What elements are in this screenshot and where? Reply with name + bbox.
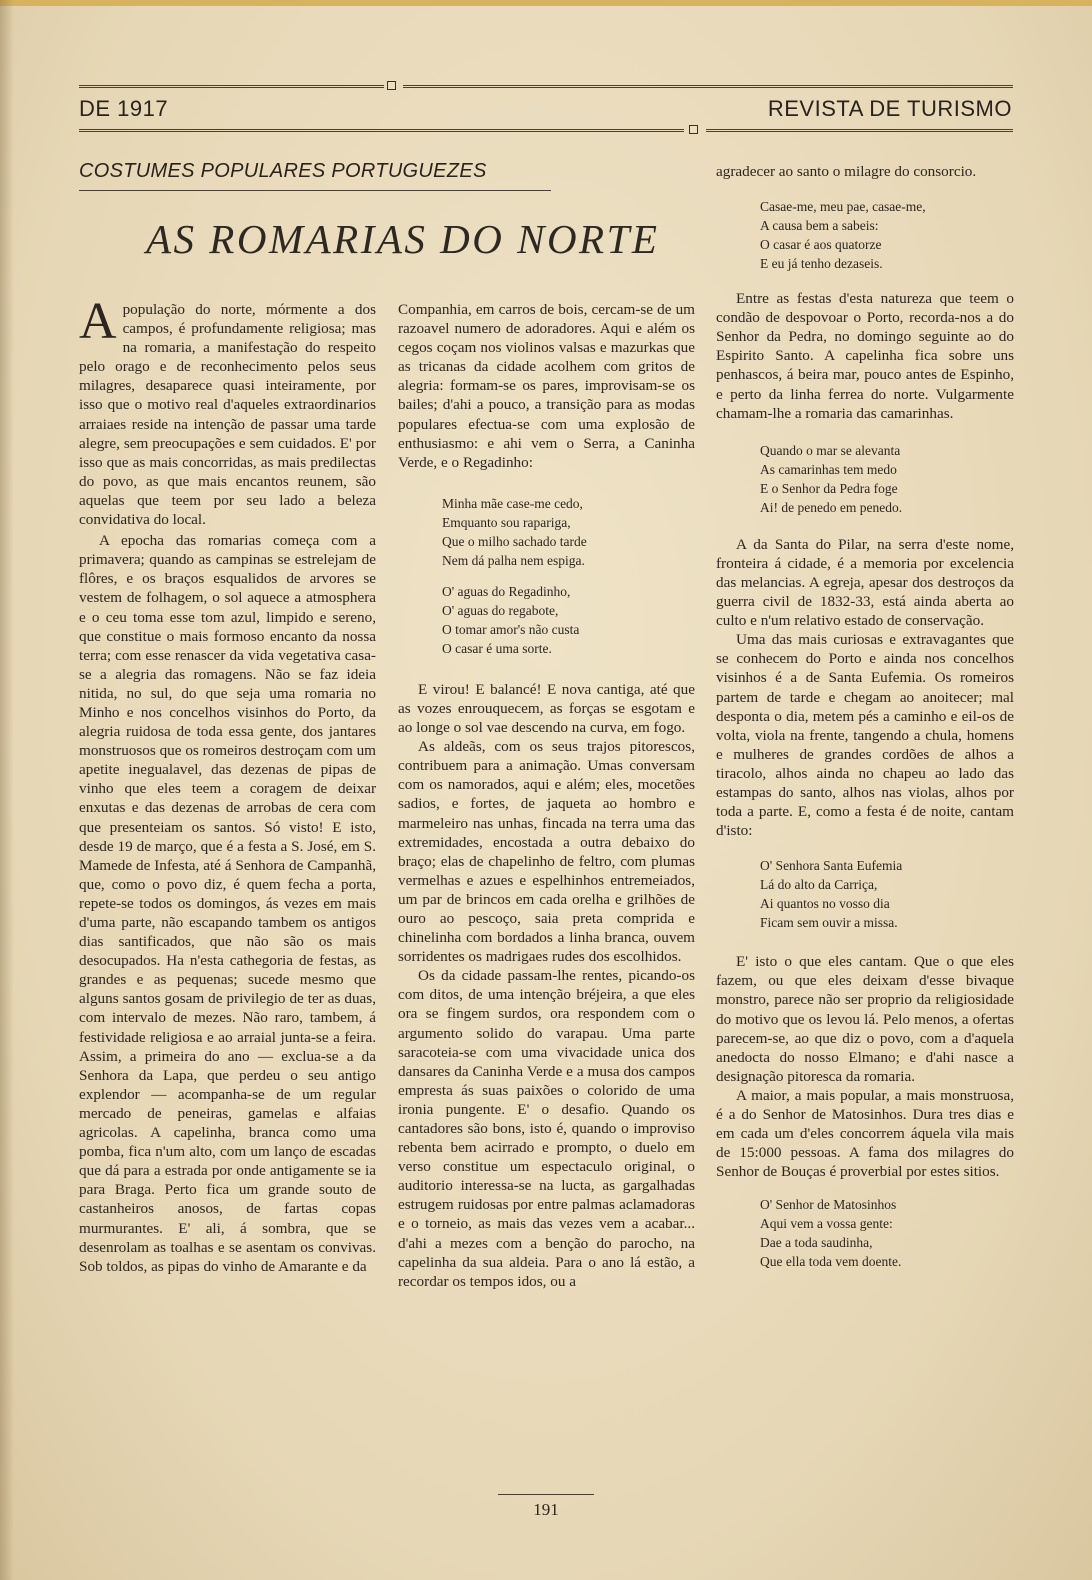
verse-stanza [760,1195,1014,1271]
verse-line: Minha mãe case-me cedo, [442,495,583,511]
verse-line: O' Senhor de Matosinhos [760,1197,897,1213]
header-bottom-rule-right [706,129,1013,132]
verse-line: O casar é uma sorte. [442,640,552,656]
header-top-ornament [387,81,396,90]
verse-line: E eu já tenho dezaseis. [760,256,883,272]
verse-line: O' Senhora Santa Eufemia [760,858,903,874]
drop-cap: A [79,293,117,350]
page-number: 191 [533,1500,559,1519]
verse-line: Dae a toda saudinha, [760,1235,873,1251]
paragraph: A epocha das romarias começa com a primavera; quando as campinas se estrelejam de flôres, e os braços esqualidos de arvores se vestem de folhagem, o sol aquece a atmosphera e o ceu toma esse tom azul, limpido e sereno, que constitue o mais formoso encanto da nossa terra; com esse renascer da vida vegetativa casa-se a alegria das romagens. Não se faz ideia nitida, no sul, do que seja uma romaria no Minho e nos concelhos visinhos do Porto, da alegria ruidosa de toda essa gente, dos jantares monstruosos que os romeiros destroçam com um apetite inegualavel, das dezenas de pipas de vinho que eles teem a coragem de deixar enxutas e das dezenas de arrobas de cera com que presenteiam os santos. Só visto! E isto, desde 19 de março, que é a festa a S. José, em S. Mamede de Infesta, até á Senhora de Campanhã, que, como o povo diz, é quem fecha a porta, repete-se todos os domingos, ás vezes em mais d'uma parte, não escapando tambem os antigos dias santificados, que não são os mais desocupados. Ha n'esta cathegoria de festas, as grandes e as pequenas; sucede mesmo que alguns santos gosam de privilegio de ter as duas, com intervalo de mezes. Não raro, tambem, á festividade religiosa e ao arraial junta-se a feira. Assim, a primeira do ano — exclua-se a da Senhora da Lapa, que perdeu o seu antigo explendor — acompanha-se de um regular mercado de peneiras, gamelas e alfaias agricolas. A capelinha, branca como uma pomba, fica n'um alto, com um lanço de escadas que dá para a estrada por onde antigamente se ia para Braga. Perto fica um grande souto de castanheiros anosos, de fartas copas murmurantes. E' ali, á sombra, que se desenrolam as toalhas e se asentam os convivas. Sob toldos, as pipas do vinho de Amarante e da [79,532,376,1275]
kicker-underline [79,190,551,191]
verse-line: Que ella toda vem doente. [760,1254,902,1270]
magazine-title: REVISTA DE TURISMO [767,96,1012,121]
verse-stanza [442,494,695,570]
column-left [79,293,376,1276]
verse-stanza [760,441,1014,517]
paragraph: E' isto o que eles cantam. Que o que eles fazem, ou que eles deixam d'esse bivaque monstro, parece não ser proprio da religiosidade do motivo que os levou lá. Pelo menos, a ofertas parecem-se, ao que diz o povo, com a d'aquela anedocta do nosso Elmano; e d'ahi nasce a designação pitoresca da romaria. [716,953,1014,1085]
paragraph [79,293,376,529]
header-bottom-ornament [689,125,698,134]
paragraph: Os da cidade passam-lhe rentes, picando-os com ditos, de uma intenção bréjeira, a que eles ora se fingem surdos, ora respondem com o argumento solido do varapau. Uma parte saracoteia-se com uma vivacidade unica dos dansares da Caninha Verde e a musa dos campos empresta ás suas paixões o colorido de uma ironia pungente. E' o desafio. Quando os cantadores são bons, isto é, quando o improviso rebenta bem acirrado e prompto, o duelo em verso constitue um espectaculo original, o auditorio interessa-se na lucta, as gargalhadas estrugem ruidosas por entre palmas aclamadoras e o torneio, as mais das vezes vem a acabar... d'ahi a mezes com a benção do parocho, na capelinha da sua aldeia. Para o ano lá estão, a recordar os tempos idos, ou a [398,967,695,1290]
column-middle [398,300,695,1291]
verse-line: Ai quantos no vosso dia [760,896,890,912]
paragraph: A maior, a mais popular, a mais monstruosa, é a do Senhor de Matosinhos. Dura tres dias e em cada um d'eles concorrem áquela vila mais de 15:000 pessoas. A fama dos milagres do Senhor de Bouças é proverbial por estes sitios. [716,1086,1014,1181]
verse-line: Aqui vem a vossa gente: [760,1216,893,1232]
paragraph: Entre as festas d'esta natureza que teem o condão de despovoar o Porto, recorda-nos a do Senhor da Pedra, no domingo seguinte ao do Espirito Santo. A capelinha fica sobre uns penhascos, á beira mar, pouco antes de Espinho, e perto da linha ferrea do norte. Vulgarmente chamam-lhe a romaria das camarinhas. [716,290,1014,422]
verse-line: O tomar amor's não custa [442,621,580,637]
verse-line: Quando o mar se alevanta [760,442,901,458]
article-title: AS ROMARIAS DO NORTE [146,216,660,262]
verse-stanza [442,582,695,658]
footer-rule [498,1494,594,1495]
header-top-rule-left [79,85,384,88]
verse-line: Lá do alto da Carriça, [760,877,878,893]
paragraph: As aldeãs, com os seus trajos pitorescos, contribuem para a animação. Umas conversam com os namorados, aqui e além; eles, mocetões sadios, e fortes, de jaqueta ao hombro e marmeleiro nas unhas, fincada na terra uma das extremidades, encostada a outra debaixo do braço; elas de chapelinho de feltro, com plumas vermelhas e azues e espelhinhos entremeiados, um par de brincos em cada orelha e grilhões de ouro ao pescoço, saia preta comprida e chinelinha com bordados a linha branca, ouvem sorridentes os madrigaes rudes dos escolhidos. [398,738,695,966]
verse-line: Ficam sem ouvir a missa. [760,915,898,931]
header-bottom-rule-left [79,129,684,132]
verse-line: O' aguas do Regadinho, [442,583,571,599]
header-top-rule-right [403,85,1013,88]
paragraph: Companhia, em carros de bois, cercam-se de um razoavel numero de adoradores. Aqui e além os cegos coçam nos violinos valsas e mazurkas que as tricanas da cidade acolhem com gritos de alegria: formam-se os pares, improvisam-se os bailes; d'ahi a pouco, a transição para as modas populares efectua-se com uma explosão de enthusiasmo: e ahi vem o Serra, a Caninha Verde, e o Regadinho: [398,301,695,471]
paragraph: Uma das mais curiosas e extravagantes que se conhecem do Porto e ainda nos concelhos visinhos é a de Santa Eufemia. Os romeiros partem de tarde e chegam ao anoitecer; mal desponta o dia, metem pés a caminho e eil-os de volta, viola na frente, tangendo a chula, homens e mulheres de grandes cordões de alhos a tiracolo, alhos ainda no chapeu ao lado das estampas do santo, alhos nas violas, alhos por toda a parte. E, como a festa é de noite, cantam d'isto: [716,631,1014,840]
verse-line: A causa bem a sabeis: [760,218,879,234]
verse-line: Casae-me, meu pae, casae-me, [760,199,926,215]
paragraph: agradecer ao santo o milagre do consorcio. [716,163,977,180]
verse-line: Nem dá palha nem espiga. [442,552,585,568]
paragraph-text: população do norte, mórmente a dos campos, é profundamente religiosa; mas na romaria, a manifestação do respeito pelo orago e de reconhecimento pelos seus milagres, desaparece quasi inteiramente, por isso que o motivo real d'aqueles extraordinarios arraiaes reside na intenção de passar uma tarde alegre, sem preocupações e sem cuidados. E' por isso que as mais concorridas, as mais predilectas do povo, as que mais encantos reunem, são aquelas que teem por seu lado a beleza convidativa do local. [79,301,376,529]
page-edge-band [0,0,1092,6]
verse-line: Que o milho sachado tarde [442,533,587,549]
verse-line: Emquanto sou rapariga, [442,514,571,530]
issue-date: DE 1917 [79,96,169,121]
verse-line: E o Senhor da Pedra foge [760,480,898,496]
verse-line: O casar é aos quatorze [760,237,882,253]
paragraph: E virou! E balancé! E nova cantiga, até que as vozes enrouquecem, as forças se esgotam e ao longe o sol vae descendo na curva, em fogo. [398,680,695,737]
verse-line: O' aguas do regabote, [442,602,559,618]
verse-stanza [760,197,1014,273]
verse-line: As camarinhas tem medo [760,461,897,477]
column-right [716,162,1014,1271]
verse-line: Ai! de penedo em penedo. [760,499,903,515]
binding-shadow [0,0,14,1580]
verse-stanza [760,856,1014,932]
paragraph: A da Santa do Pilar, na serra d'este nome, fronteira á cidade, é a memoria por excelencia das melancias. A egreja, apesar dos destroços da guerra civil de 1832-33, está ainda aberta ao culto e n'um relativo estado de conservação. [716,535,1014,630]
section-kicker: COSTUMES POPULARES PORTUGUEZES [79,160,487,182]
